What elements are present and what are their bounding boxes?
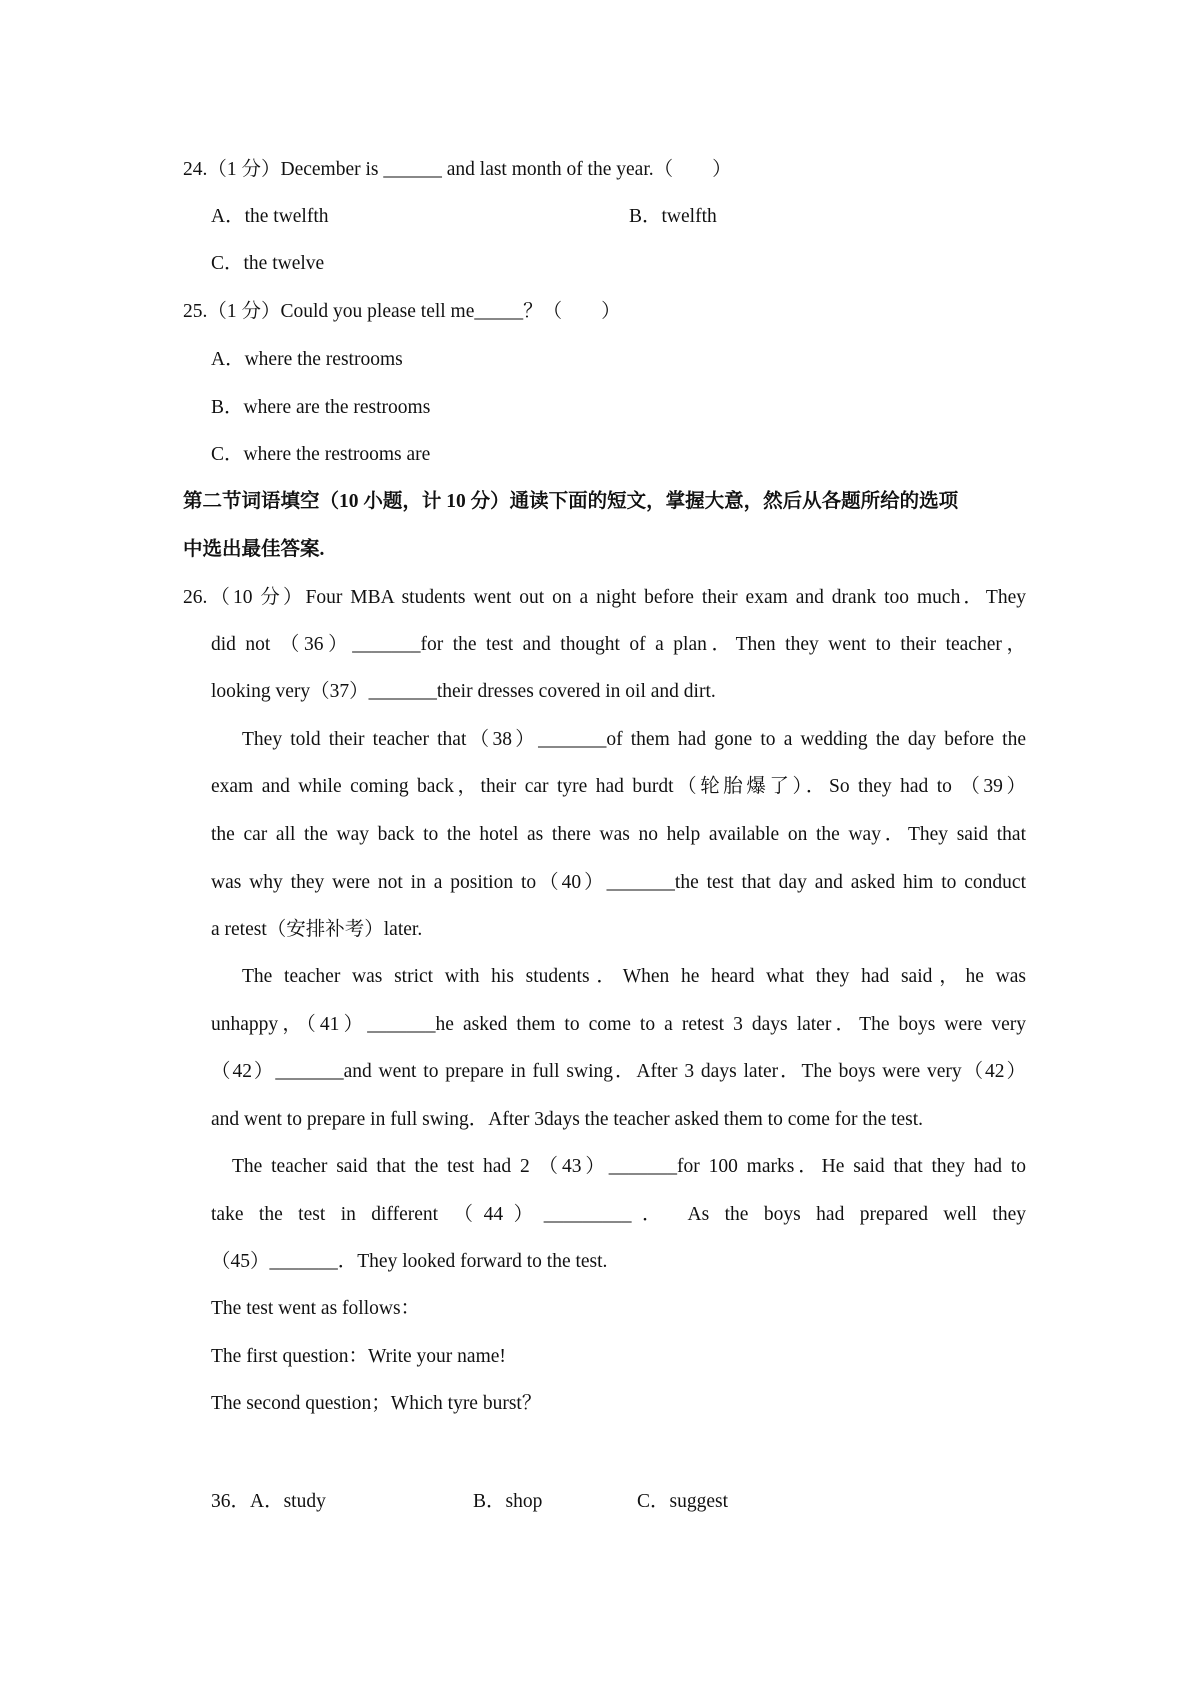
- q26-line-9: The teacher was strict with his students．When he heard what they had said，he was: [242, 966, 1026, 987]
- q24-option-c: C．the twelve: [211, 253, 325, 274]
- q26-line-14: take the test in different （44）_________． As the boys had prepared well they: [211, 1204, 1026, 1225]
- q25-option-b: B．where are the restrooms: [211, 397, 431, 418]
- q26-line-15: （45）_______．They looked forward to the test.: [211, 1251, 608, 1272]
- q26-line-8: a retest（安排补考）later.: [211, 919, 423, 940]
- q26-line-7: was why they were not in a position to（40）_______the test that day and asked him to conduct: [211, 872, 1026, 893]
- q36-option-b: B．shop: [473, 1491, 543, 1512]
- q26-line-10: unhappy，（41）_______he asked them to come to a retest 3 days later．The boys were very: [211, 1014, 1026, 1035]
- q26-line-4: They told their teacher that（38）_______of them had gone to a wedding the day before the: [242, 729, 1026, 750]
- q25-option-a: A．where the restrooms: [211, 349, 403, 370]
- q25-option-c: C．where the restrooms are: [211, 444, 431, 465]
- q26-line-13: The teacher said that the test had 2 （43）_______for 100 marks．He said that they had to: [232, 1156, 1026, 1177]
- q26-line-5: exam and while coming back，their car tyre had burdt（轮胎爆了）．So they had to （39）: [211, 776, 1026, 797]
- q26-line-1: 26.（10 分）Four MBA students went out on a night before their exam and drank too much．They: [183, 587, 1026, 608]
- q36-option-c: C．suggest: [637, 1491, 729, 1512]
- q25-stem: 25.（1 分）Could you please tell me_____？（ ）: [183, 301, 621, 322]
- q26-line-2: did not （36）_______for the test and thought of a plan．Then they went to their teacher，: [211, 634, 1026, 655]
- q26-line-6: the car all the way back to the hotel as there was no help available on the way．They said that: [211, 824, 1026, 845]
- q36-option-a: 36．A．study: [211, 1491, 326, 1512]
- q24-option-a: A．the twelfth: [211, 206, 329, 227]
- section-heading-line1: 第二节词语填空（10 小题，计 10 分）通读下面的短文，掌握大意，然后从各题所给的选项: [183, 491, 959, 512]
- section-heading-line2: 中选出最佳答案.: [183, 539, 325, 560]
- q26-line-16: The test went as follows：: [211, 1298, 421, 1319]
- q24-stem: 24.（1 分）December is ______ and last month of the year.（ ）: [183, 159, 732, 180]
- q26-line-18: The second question；Which tyre burst？: [211, 1393, 542, 1414]
- q26-line-12: and went to prepare in full swing．After 3days the teacher asked them to come for the test.: [211, 1109, 924, 1130]
- q26-line-17: The first question：Write your name!: [211, 1346, 506, 1367]
- q24-option-b: B．twelfth: [629, 206, 717, 227]
- q26-line-3: looking very（37）_______their dresses covered in oil and dirt.: [211, 681, 716, 702]
- q26-line-11: （42）_______and went to prepare in full swing．After 3 days later．The boys were very（42）: [211, 1061, 1026, 1082]
